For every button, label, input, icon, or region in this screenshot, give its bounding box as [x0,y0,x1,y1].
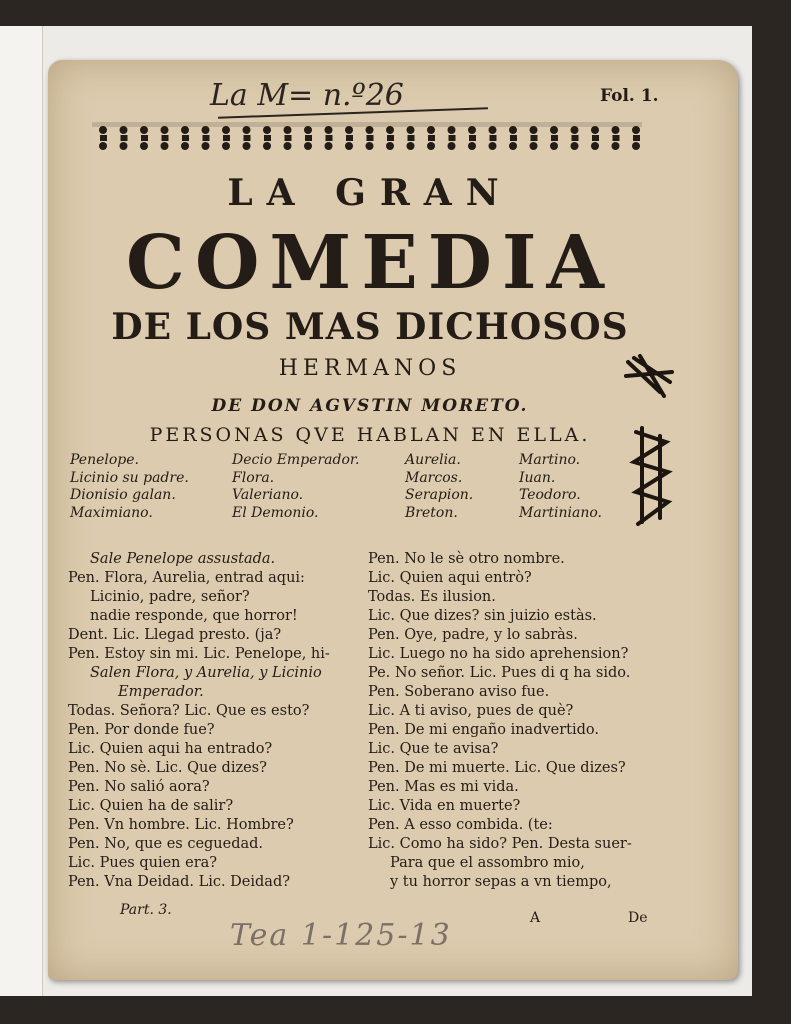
ornament-fleuron [613,135,620,141]
ornament-fleuron [591,142,599,150]
dialogue-line: y tu horror sepas a vn tiempo, [390,874,612,890]
ornament-fleuron [223,135,230,141]
dialogue-line: Lic. Luego no ha sido aprehension? [368,646,629,662]
ornament-fleuron [490,135,497,141]
dialogue-line: Pen. No, que es ceguedad. [68,836,264,852]
ornament-fleuron [448,142,456,150]
author-line: DE DON AGVSTIN MORETO. [211,396,529,416]
title-line-4: HERMANOS [278,356,462,381]
dialogue-line: Dent. Lic. Llegad presto. (ja? [68,627,282,643]
dialogue-line: Pen. No le sè otro nombre. [368,551,565,567]
dialogue-line: Pen. No salió aora? [68,779,210,795]
dialogue-line: Pen. Oye, padre, y lo sabràs. [368,627,578,643]
ornament-fleuron [326,135,333,141]
title-line-3: DE LOS MAS DICHOSOS [111,306,629,348]
dialogue-line: Pen. De mi engaño inadvertido. [368,722,600,738]
cast-column-2 [232,452,359,522]
cast-name: Flora. [232,469,275,486]
ornament-fleuron [202,126,210,134]
dialogue-line: Pen. Soberano aviso fue. [368,684,550,700]
ornament-fleuron [243,126,251,134]
ornament-fleuron [182,135,189,141]
ornament-fleuron [120,126,128,134]
ornament-fleuron [449,135,456,141]
dialogue-line: Lic. Vida en muerte? [368,798,521,814]
ornament-fleuron [244,135,251,141]
dialogue-line: Pen. Flora, Aurelia, entrad aqui: [68,570,305,586]
ornament-fleuron [489,142,497,150]
ornament-fleuron [264,135,271,141]
ornament-fleuron [263,126,271,134]
ornament-fleuron [468,126,476,134]
dialogue-line: Pen. De mi muerte. Lic. Que dizes? [368,760,626,776]
ornament-fleuron [407,126,415,134]
ornament-fleuron [181,142,189,150]
ornament-fleuron [571,142,579,150]
dialogue-line: Pen. Mas es mi vida. [368,779,519,795]
ornament-fleuron [285,135,292,141]
ornament-fleuron [325,126,333,134]
cast-name: Dionisio galan. [70,487,176,503]
ornament-fleuron [509,126,517,134]
ornament-fleuron [202,142,210,150]
ornament-fleuron [489,126,497,134]
dialogue-line: Lic. A ti aviso, pues de què? [368,703,574,719]
dialogue-line: Todas. Señora? Lic. Que es esto? [68,703,310,719]
ornament-fleuron [469,135,476,141]
personas-heading: PERSONAS QVE HABLAN EN ELLA. [149,424,591,446]
ornament-fleuron [550,126,558,134]
ornament-fleuron [632,142,640,150]
ornament-fleuron [284,126,292,134]
dialogue-line: Pen. Vn hombre. Lic. Hombre? [68,817,294,833]
ornament-fleuron [531,135,538,141]
ornament-fleuron [263,142,271,150]
ornament-fleuron [551,135,558,141]
ornament-fleuron [162,135,169,141]
binding-edge [0,26,43,996]
ornament-fleuron [140,142,148,150]
dialogue-line: Pen. Estoy sin mi. Lic. Penelope, hi- [68,646,330,662]
ornament-fleuron [121,135,128,141]
library-call-number: Tea 1-125-13 [230,918,452,953]
dialogue-line: Lic. Quien ha de salir? [68,798,234,814]
ornament-fleuron [407,142,415,150]
cast-column-4 [519,452,602,522]
dialogue-line: Lic. Pues quien era? [68,855,218,871]
ornament-fleuron [304,126,312,134]
ornament-fleuron [222,126,230,134]
ornament-fleuron [325,142,333,150]
ornament-fleuron [345,142,353,150]
cast-column-1 [70,452,189,522]
ornament-fleuron [305,135,312,141]
dialogue-line: Lic. Quien aqui entrò? [368,570,532,586]
cast-name: Iuan. [519,469,556,486]
ornament-fleuron [99,126,107,134]
dialogue-left-column [68,550,330,892]
ornament-fleuron [386,126,394,134]
dialogue-line: Lic. Que te avisa? [368,741,499,757]
ornament-fleuron [120,142,128,150]
ornament-fleuron [366,142,374,150]
catchword: De [628,910,648,926]
cast-name: El Demonio. [232,504,319,521]
ink-scribble-mark [620,352,682,532]
dialogue-line: Todas. Es ilusion. [368,589,496,605]
ornament-fleuron [572,135,579,141]
cast-name: Serapion. [405,487,474,503]
dialogue-line: Licinio, padre, señor? [90,589,250,605]
stage-direction: Salen Flora, y Aurelia, y Licinio [90,665,322,681]
ornament-fleuron [161,142,169,150]
ornament-fleuron [346,135,353,141]
ornament-fleuron [386,142,394,150]
ornament-fleuron [140,126,148,134]
ornament-fleuron [181,126,189,134]
ornament-fleuron [510,135,517,141]
ornament-fleuron [100,135,107,141]
ornament-fleuron [141,135,148,141]
cast-name: Valeriano. [232,487,304,503]
dialogue-right-column [368,550,632,892]
dialogue-line: Lic. Que dizes? sin juizio estàs. [368,608,597,624]
decorative-ornament-band [92,118,642,160]
ornament-fleuron [550,142,558,150]
title-line-1: LA GRAN [227,172,513,214]
ornament-fleuron [222,142,230,150]
cast-name: Marcos. [405,469,463,486]
ornament-fleuron [592,135,599,141]
title-line-2: COMEDIA [126,220,614,306]
ornament-fleuron [427,126,435,134]
ornament-fleuron [428,135,435,141]
ornament-fleuron [366,126,374,134]
ornament-fleuron [99,142,107,150]
stage-direction: Sale Penelope assustada. [90,551,276,567]
cast-name: Decio Emperador. [232,452,360,468]
cast-name: Martiniano. [519,504,602,521]
dialogue-line: Pen. Vna Deidad. Lic. Deidad? [68,874,291,890]
dialogue-line: Lic. Quien aqui ha entrado? [68,741,273,757]
dialogue-line: Lic. Como ha sido? Pen. Desta suer- [368,836,632,852]
ornament-fleuron [632,126,640,134]
gathering-signature: A [530,910,541,926]
cast-name: Penelope. [70,452,139,468]
cast-name: Licinio su padre. [70,469,189,486]
ornament-fleuron [509,142,517,150]
dialogue-line: Pen. No sè. Lic. Que dizes? [68,760,267,776]
cast-name: Maximiano. [70,504,153,521]
ornament-fleuron [633,135,640,141]
dialogue-line: Para que el assombro mio, [390,855,585,871]
ornament-fleuron [203,135,210,141]
ornament-fleuron [612,142,620,150]
dialogue-line: nadie responde, que horror! [90,608,298,624]
folio-number: Fol. 1. [600,86,659,106]
cast-name: Teodoro. [519,487,581,503]
dialogue-line: Pen. Por donde fue? [68,722,215,738]
cast-name: Breton. [405,504,458,521]
ornament-fleuron [304,142,312,150]
ornament-fleuron [243,142,251,150]
ornament-fleuron [448,126,456,134]
ornament-fleuron [427,142,435,150]
ornament-fleuron [612,126,620,134]
ornament-fleuron [468,142,476,150]
ornament-fleuron [408,135,415,141]
ornament-fleuron [387,135,394,141]
handwritten-shelfmark: La M= n.º26 [210,78,404,113]
ornament-fleuron [591,126,599,134]
part-signature: Part. 3. [120,902,172,918]
ornament-fleuron [345,126,353,134]
ornament-fleuron [571,126,579,134]
cast-name: Martino. [519,452,581,468]
dialogue-line: Pen. A esso combida. (te: [368,817,553,833]
cast-column-3 [405,452,473,522]
ornament-fleuron [161,126,169,134]
dialogue-line: Pe. No señor. Lic. Pues di q ha sido. [368,665,631,681]
ornament-fleuron [284,142,292,150]
ornament-fleuron [530,142,538,150]
ornament-fleuron [530,126,538,134]
stage-direction: Emperador. [118,684,204,700]
ornament-fleuron [367,135,374,141]
cast-name: Aurelia. [405,452,461,468]
